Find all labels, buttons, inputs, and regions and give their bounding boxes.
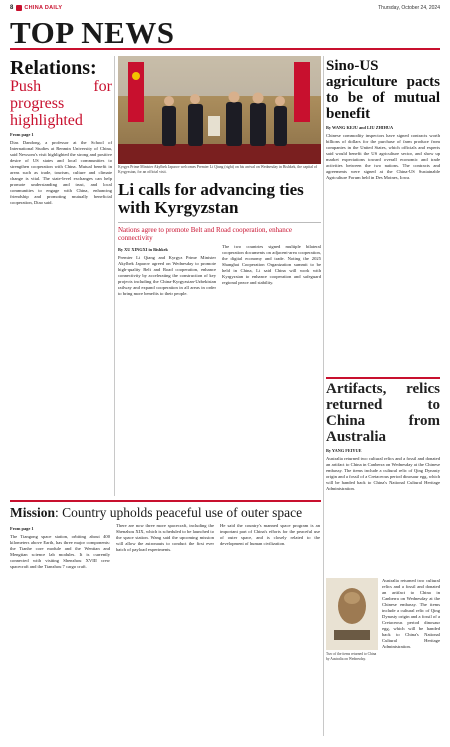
mission-body-1: The Tiangong space station, orbiting about 400 kilometers above Earth, has three major components: the Tianhe core module and the Wentian and Mengtian science lab modules. It is currently connected with visiting Shenzhou XVIII crew spacecraft and the Tianzhou 7 cargo craft. [10,534,110,569]
mission-col3 [220,523,320,548]
newspaper-logo-icon [16,5,22,11]
mission-col1 [10,523,110,571]
relations-title: Relations: [10,57,97,79]
mission-title: Mission [10,505,56,520]
main-story-col1 [118,244,216,298]
artifacts-title: Artifacts, relics returned to China from Australia [326,377,440,445]
relations-jump: From page 1 [10,132,34,137]
sino-us-title: Sino-US agriculture pacts to be of mutual benefit [326,58,440,122]
column-divider [323,56,324,736]
issue-date: Thursday, October 24, 2024 [378,5,440,11]
photo-caption: Kyrgyz Prime Minister Akylbek Japarov welcomes Premier Li Qiang (right) on his arrival on Wednesday in Bishkek, the capital of Kyrgyzstan, for an official visit. [118,165,318,174]
section-masthead [10,16,440,50]
leaders-photo [118,56,321,164]
sino-us-byline: By WANG KEJU and LIU ZHIHUA [326,125,394,130]
main-headline: Li calls for advancing ties with Kyrgyzstan [118,180,304,217]
page-number: 8 [10,5,14,11]
mission-body-2: There are now three more spacecraft, including the Shenzhou XIX, which is scheduled to be launched to the space station. Wang said the upcoming mission will allow the astronauts to conduct the first ever batch of payload experiments. [116,523,214,552]
artifacts-photo [326,578,378,650]
artifacts-photo-caption: Two of the items returned to China by Australia on Wednesday. [326,652,377,661]
paper-name: CHINA DAILY [24,5,63,11]
artifacts-continued [382,578,440,651]
relations-subtitle: Push for progress highlighted [10,78,112,129]
sino-us-body: Chinese commodity inspectors have signed contracts worth billions of dollars for the purchase of farm produce from companies in the United States, which officials and experts said would benefit the US agriculture sector, and show up market expectations toward overall economic and trade activities between the two nations. The contracts and agreements were signed at the China-US Sustainable Agriculture Forum held in Des Moines, Iowa. [326,133,440,180]
mission-col2 [116,523,214,554]
artifacts-body: Australia returned two cultural relics and a fossil and donated an artifact to China in Canberra on Wednesday at the Chinese embassy. The items include a cultural relic of Qing Dynasty origin and a fossil of a Cretaceous period dinosaur egg, which will be handed back to China's National Cultural Heritage Administration. [326,456,440,491]
mission-jump: From page 1 [10,526,34,531]
artifacts-body-continued: Australia returned two cultural relics and a fossil and donated an artifact to China in Canberra on Wednesday at the Chinese embassy. The items include a cultural relic of Qing Dynasty origin and a fossil of a Cretaceous period dinosaur egg, which will be handed back to China's National Cultural Heritage Administration. [382,578,440,649]
top-bar [10,3,440,13]
main-story-body-1: Premier Li Qiang and Kyrgyz Prime Minister Akylbek Japarov agreed on Wednesday to promote high-quality Belt and Road cooperation, enhance connectivity by accelerating the construction of key projects including the China-Kyrgyzstan-Uzbekistan railway and expand cooperation in all areas in order to bring more benefits to their people. [118,255,216,296]
mission-subtitle: : Country upholds peaceful use of outer space [55,505,303,520]
column-divider [114,56,115,496]
main-story-col2 [222,244,321,287]
artifacts-byline: By YANG FEIYUE [326,448,362,453]
main-byline: By XU XINGXI in Bishkek [118,247,168,252]
main-subheadline: Nations agree to promote Belt and Road cooperation, enhance connectivity [118,222,321,242]
artifacts-article [326,377,440,493]
section-title: TOP NEWS [10,15,175,50]
relations-article [10,58,112,207]
mission-body-3: He said the country's manned space program is an important part of China's efforts for the peaceful use of outer space, and is closely related to the development of human civilization. [220,523,320,546]
mission-headline [10,500,321,518]
sino-us-article [326,58,440,182]
relations-body: Dias Dandong, a professor at the School of International Studies at Renmin University of China, said Newsom's visit highlighted the strong and positive desire of US states and local communities to strengthen cooperation with China. Mutual benefit in areas such as trade, tourism, culture and climate change is vital. The state-level exchanges can help promote understanding and trust, and local communities to engage with China, enhancing friendship and promoting mutually beneficial cooperation, Diao said. [10,140,112,205]
main-story-body-2: The two countries signed multiple bilateral cooperation documents on adjacent-area cooperation, the digital economy and trade. Noting the 2025 Shanghai Cooperation Organization summit to be held in China, Li said China will work with Kyrgyzstan to enhance cooperation and safeguard regional peace and stability. [222,244,321,285]
